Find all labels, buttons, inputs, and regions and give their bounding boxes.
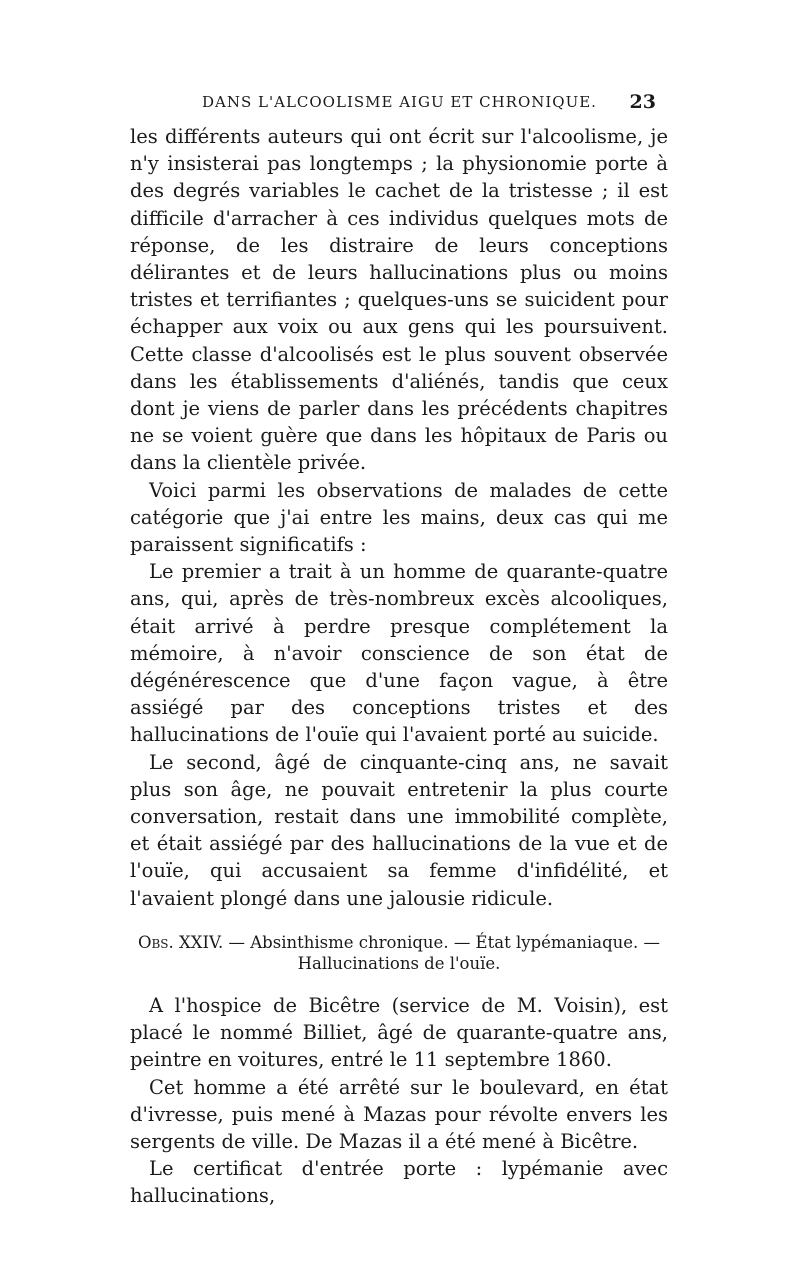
observation-heading-line-1 — [130, 932, 668, 953]
observation-paragraph-3: Le certificat d'entrée porte : lypémanie avec hallucinations, — [130, 1157, 668, 1208]
paragraph-4: Le second, âgé de cinquante-cinq ans, ne savait plus son âge, ne pouvait entretenir la plus courte conversation, restait dans une immobilité complète, et était assiégé par des hallucinations de la vue et de l'ouïe, qui accusaient sa femme d'infidélité, et l'avaient plongé dans une jalousie ridicule. — [130, 750, 668, 910]
observation-title-line-2: Hallucinations de l'ouïe. — [297, 953, 501, 973]
observation-paragraph-1: A l'hospice de Bicêtre (service de M. Voisin), est placé le nommé Billiet, âgé de quarante-quatre ans, peintre en voitures, entré le 11 septembre 1860. — [130, 993, 668, 1072]
page-number: 23 — [629, 91, 656, 113]
paragraph-2: Voici parmi les observations de malades de cette catégorie que j'ai entre les mains, deux cas qui me paraissent significatifs : — [130, 478, 668, 557]
paragraph-3: Le premier a trait à un homme de quarante-quatre ans, qui, après de très-nombreux excès alcooliques, était arrivé à perdre presque complétement la mémoire, à n'avoir conscience de son état de dégénérescence que d'une façon vague, à être assiégé par des conceptions tristes et des hallucinations de l'ouïe qui l'avaient porté au suicide. — [130, 560, 668, 747]
running-title: DANS L'ALCOOLISME AIGU ET CHRONIQUE. — [202, 93, 597, 111]
body-text — [130, 123, 668, 1210]
paragraph-1: les différents auteurs qui ont écrit sur l'alcoolisme, je n'y insisterai pas longtemps ; la physionomie porte à des degrés variables le cachet de la tristesse ; il est difficile d'arracher à ces individus quelques mots de réponse, de les distraire de leurs conceptions délirantes et de leurs hallucinations plus ou moins tristes et terrifiantes ; quelques-uns se suicident pour échapper aux voix ou aux gens qui les poursuivent. Cette classe d'alcoolisés est le plus souvent observée dans les établissements d'aliénés, tandis que ceux dont je viens de parler dans les précédents chapitres ne se voient guère que dans les hôpitaux de Paris ou dans la clientèle privée. — [130, 125, 668, 475]
running-head — [130, 93, 656, 117]
observation-text — [130, 992, 668, 1210]
observation-label: Obs. XXIV. — [137, 932, 224, 952]
observation-title-line-1: — Absinthisme chronique. — État lypémaniaque. — — [223, 932, 661, 952]
observation-paragraph-2: Cet homme a été arrêté sur le boulevard, en état d'ivresse, puis mené à Mazas pour révolte envers les sergents de ville. De Mazas il a été mené à Bicêtre. — [130, 1075, 668, 1153]
observation-heading — [130, 932, 668, 974]
